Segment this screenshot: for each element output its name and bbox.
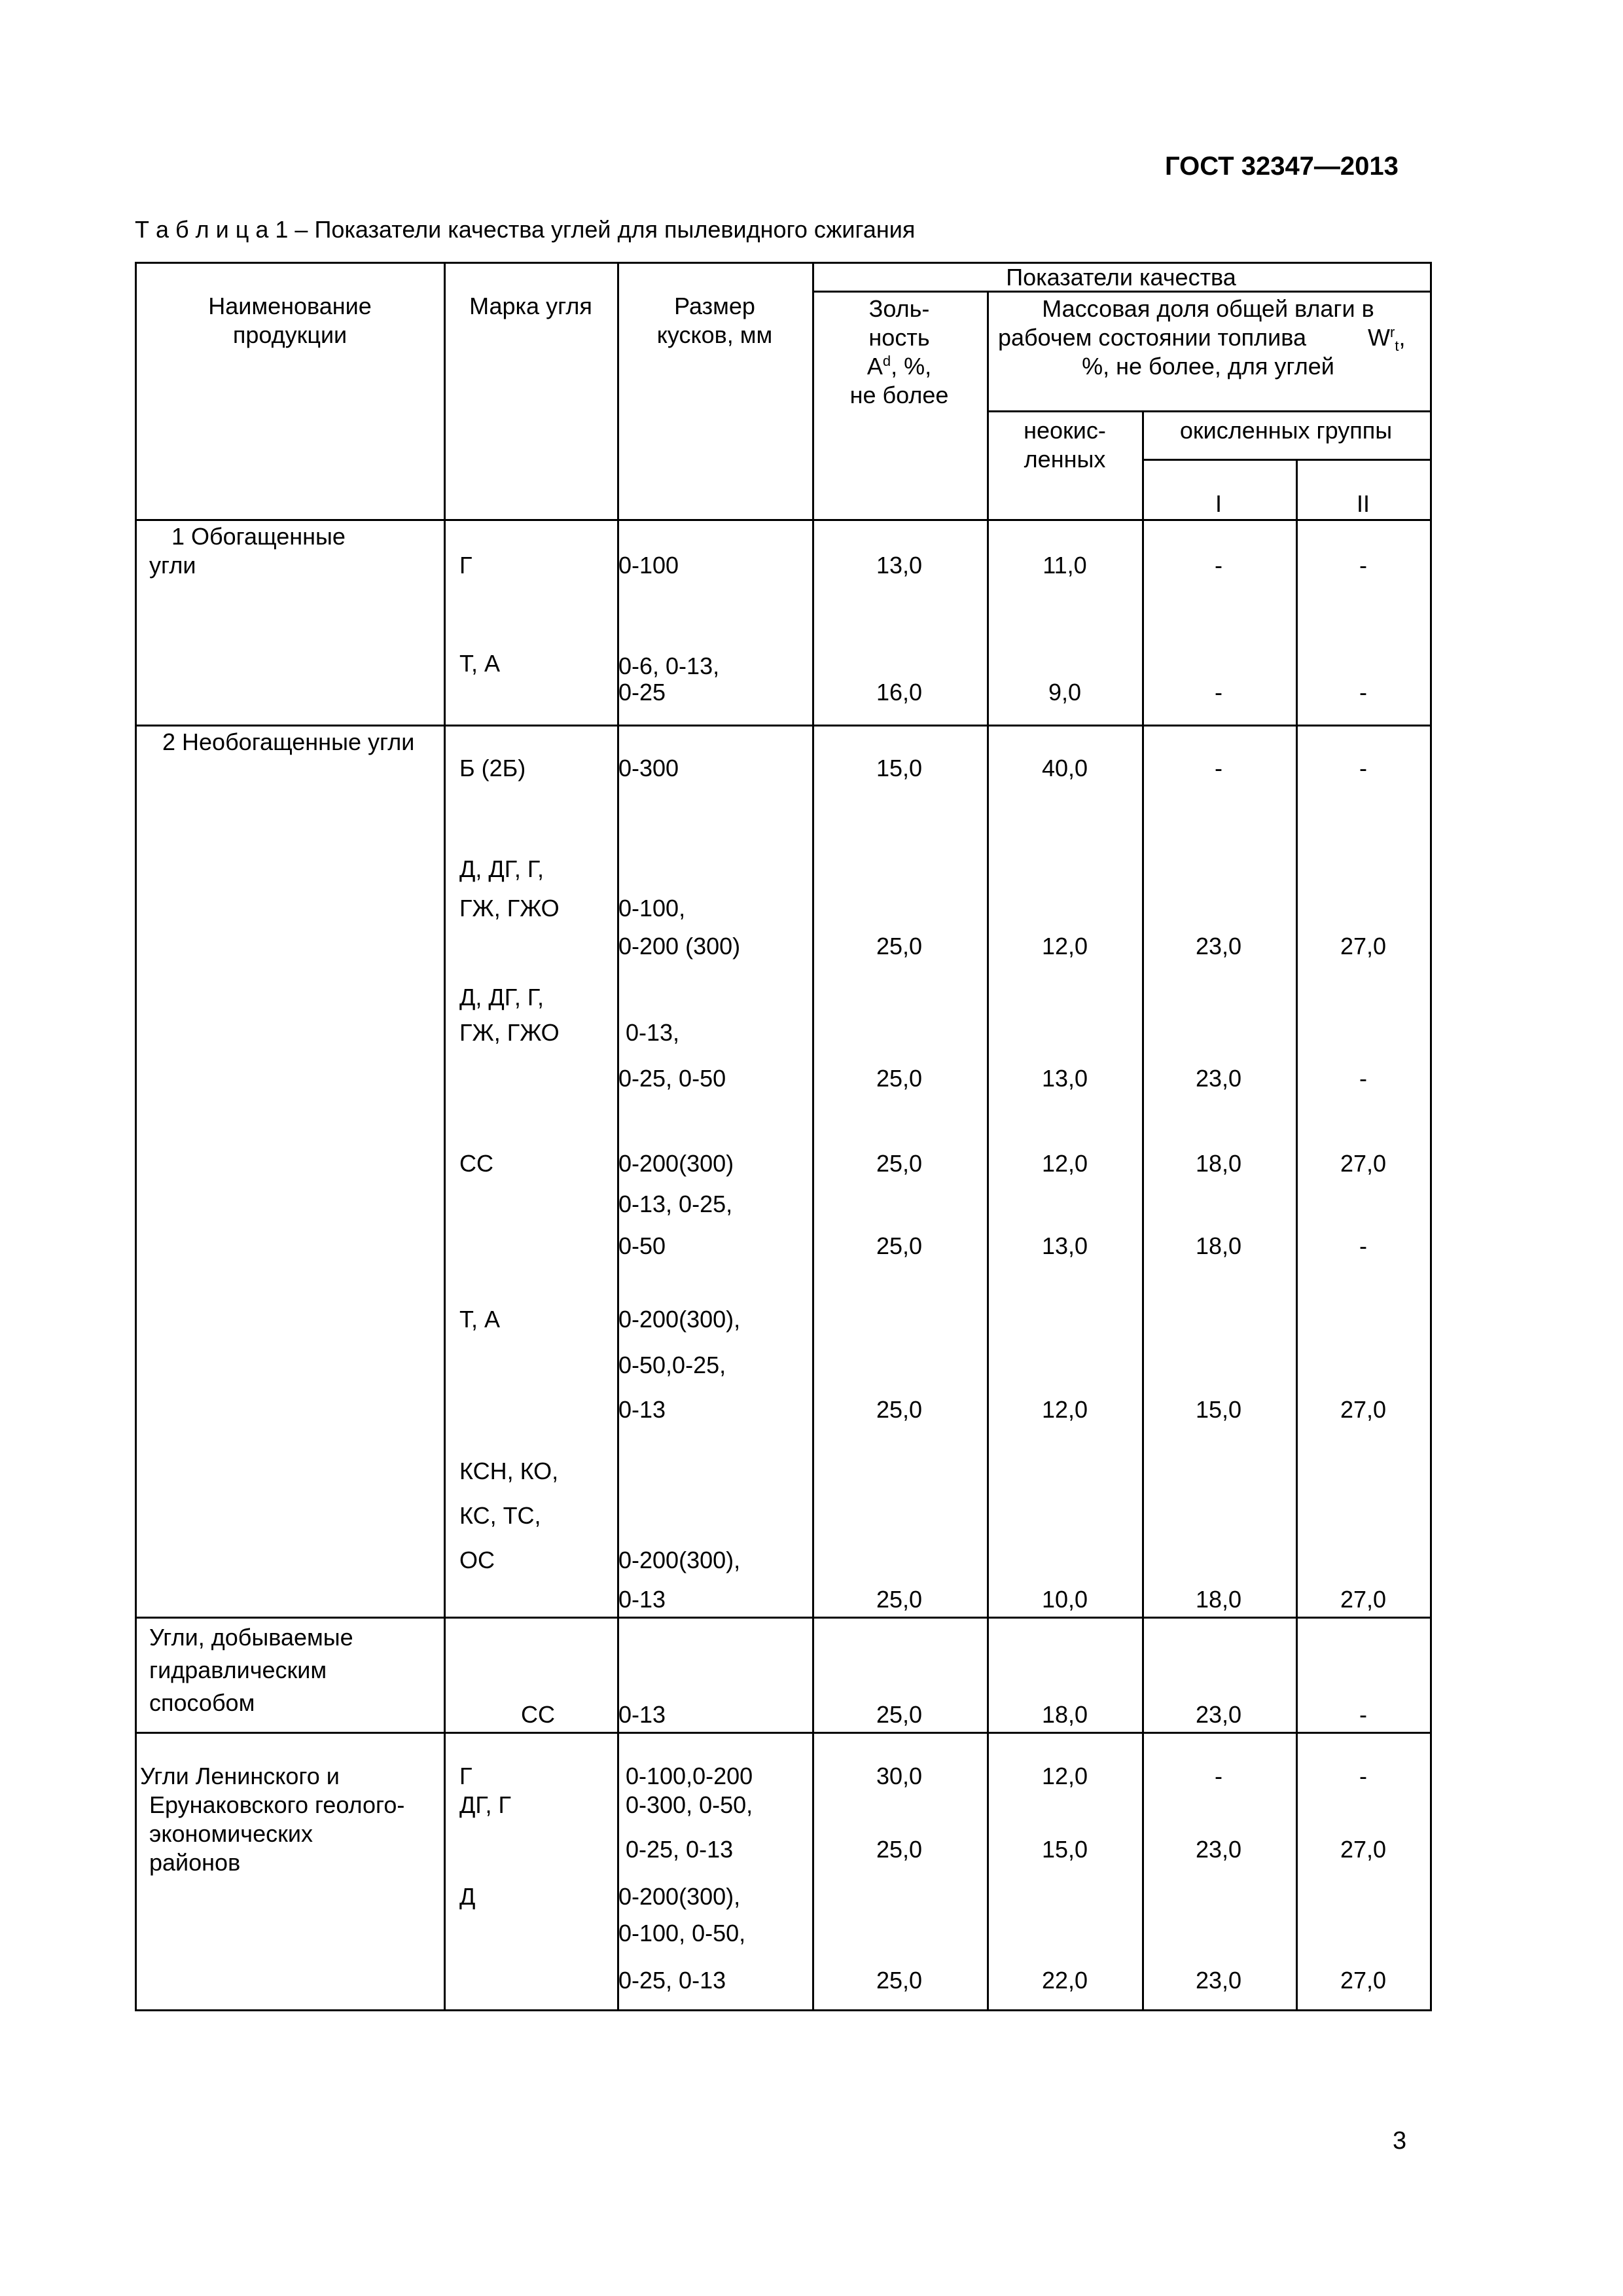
size-cell: 0-200(300),: [618, 1547, 741, 1573]
group2-cell: -: [1359, 1232, 1367, 1259]
size-cell: 0-50: [618, 1232, 666, 1259]
group1-cell: -: [1215, 679, 1222, 706]
nonoxidized-cell: 12,0: [1041, 1396, 1088, 1423]
size-cell: 0-300, 0-50,: [626, 1791, 753, 1818]
ash-cell: 25,0: [876, 1967, 923, 1994]
group2-cell: -: [1359, 1701, 1367, 1728]
col-ash-label-2: ность: [868, 324, 930, 351]
ash-cell: 25,0: [876, 1586, 923, 1613]
col-moisture-symbol: $W^r_t$,: [1368, 324, 1406, 355]
size-cell: 0-100: [618, 552, 679, 579]
size-cell: 0-25, 0-13: [626, 1836, 734, 1863]
size-cell: 0-200(300): [618, 1150, 734, 1177]
nonoxidized-cell: 11,0: [1043, 552, 1087, 579]
grade-cell: КСН, КО,: [459, 1458, 559, 1484]
size-cell: 0-200(300),: [618, 1306, 741, 1333]
ash-cell: 25,0: [876, 1701, 923, 1728]
col-size-label-1: Размер: [674, 293, 755, 319]
group2-cell: 27,0: [1340, 1150, 1387, 1177]
nonoxidized-cell: 9,0: [1048, 679, 1082, 706]
section-label: Угли Ленинского и: [140, 1763, 340, 1789]
size-cell: 0-25, 0-50: [618, 1065, 726, 1092]
group2-cell: -: [1359, 755, 1367, 781]
group1-cell: -: [1215, 1763, 1222, 1789]
col-moisture-label-2: рабочем состоянии топлива: [998, 324, 1307, 351]
ash-cell: 25,0: [876, 1836, 923, 1863]
grade-cell: Д: [459, 1883, 476, 1910]
size-cell: 0-200(300),: [618, 1883, 741, 1910]
grade-cell: Д, ДГ, Г,: [459, 984, 544, 1011]
grade-cell: ГЖ, ГЖО: [459, 895, 560, 922]
group2-cell: 27,0: [1340, 1586, 1387, 1613]
col-ash-label-4: не более: [849, 382, 949, 408]
nonoxidized-cell: 15,0: [1041, 1836, 1088, 1863]
nonoxidized-cell: 22,0: [1041, 1967, 1088, 1994]
group1-cell: 23,0: [1195, 1967, 1242, 1994]
group1-cell: 23,0: [1195, 1065, 1242, 1092]
size-cell: 0-13: [618, 1586, 666, 1613]
ash-cell: 13,0: [876, 552, 923, 579]
size-cell: 0-25, 0-13: [618, 1967, 726, 1994]
section-label: Угли, добываемые: [149, 1624, 353, 1651]
nonoxidized-cell: 12,0: [1041, 1763, 1088, 1789]
group2-cell: -: [1359, 679, 1367, 706]
col-group-1-label: I: [1215, 490, 1222, 517]
grade-cell: ОС: [459, 1547, 495, 1573]
col-moisture-label-1: Массовая доля общей влаги в: [1042, 295, 1374, 322]
section-label: районов: [149, 1849, 241, 1876]
section-label: угли: [149, 552, 196, 579]
group2-cell: -: [1359, 1763, 1367, 1789]
group1-cell: -: [1215, 755, 1222, 781]
nonoxidized-cell: 40,0: [1041, 755, 1088, 781]
col-quality-label: Показатели качества: [1006, 264, 1236, 291]
size-cell: 0-300: [618, 755, 679, 781]
col-ash-label-3: $A^d$, %,: [866, 353, 932, 380]
group1-cell: 18,0: [1195, 1150, 1242, 1177]
ash-cell: 25,0: [876, 1065, 923, 1092]
section-label: экономических: [149, 1820, 313, 1847]
group1-cell: 23,0: [1195, 933, 1242, 960]
size-cell: 0-13,: [626, 1019, 680, 1046]
ash-cell: 25,0: [876, 1232, 923, 1259]
size-cell: 0-13: [618, 1701, 666, 1728]
col-nonoxidized-label-1: неокис-: [1024, 417, 1106, 444]
group1-cell: 15,0: [1195, 1396, 1242, 1423]
size-cell: 0-25: [618, 679, 666, 706]
nonoxidized-cell: 13,0: [1041, 1065, 1088, 1092]
size-cell: 0-6, 0-13,: [618, 653, 720, 679]
ash-cell: 30,0: [876, 1763, 923, 1789]
group2-cell: -: [1359, 1065, 1367, 1092]
size-cell: 0-50,0-25,: [618, 1352, 726, 1378]
group1-cell: 23,0: [1195, 1836, 1242, 1863]
col-moisture-label-3: %, не более, для углей: [1082, 353, 1334, 380]
col-nonoxidized-label-2: ленных: [1024, 446, 1106, 473]
size-cell: 0-13, 0-25,: [618, 1191, 733, 1217]
grade-cell: Б (2Б): [459, 755, 526, 781]
col-size-label-2: кусков, мм: [656, 321, 773, 348]
section-label: гидравлическим: [149, 1657, 327, 1683]
col-oxidized-groups-label: окисленных группы: [1179, 417, 1393, 444]
ash-cell: 25,0: [876, 1396, 923, 1423]
grade-cell: ДГ, Г: [459, 1791, 511, 1818]
table-caption: Т а б л и ц а 1 – Показатели качества углей для пылевидного сжигания: [135, 216, 916, 243]
section-label: 2 Необогащенные угли: [162, 728, 415, 755]
grade-cell: СС: [459, 1150, 493, 1177]
section-label: Ерунаковского геолого-: [149, 1791, 405, 1818]
group2-cell: -: [1359, 552, 1367, 579]
page-number: 3: [1393, 2127, 1407, 2155]
col-grade-label: Марка угля: [469, 293, 592, 319]
grade-cell: Т, А: [459, 1306, 501, 1333]
col-group-2-label: II: [1356, 490, 1370, 517]
col-product-label-1: Наименование: [208, 293, 372, 319]
group1-cell: -: [1215, 552, 1222, 579]
nonoxidized-cell: 12,0: [1041, 1150, 1088, 1177]
section-label: способом: [149, 1689, 255, 1716]
nonoxidized-cell: 18,0: [1041, 1701, 1088, 1728]
grade-cell: Г: [459, 1763, 473, 1789]
ash-cell: 25,0: [876, 933, 923, 960]
group2-cell: 27,0: [1340, 933, 1387, 960]
grade-cell: СС: [521, 1701, 555, 1728]
grade-cell: Т, А: [459, 650, 501, 677]
group1-cell: 18,0: [1195, 1232, 1242, 1259]
grade-cell: Д, ДГ, Г,: [459, 855, 544, 882]
ash-cell: 25,0: [876, 1150, 923, 1177]
grade-cell: Г: [459, 552, 473, 579]
group1-cell: 18,0: [1195, 1586, 1242, 1613]
size-cell: 0-100,: [618, 895, 686, 922]
group2-cell: 27,0: [1340, 1396, 1387, 1423]
grade-cell: КС, ТС,: [459, 1502, 541, 1529]
group1-cell: 23,0: [1195, 1701, 1242, 1728]
nonoxidized-cell: 12,0: [1041, 933, 1088, 960]
document-id: ГОСТ 32347—2013: [1165, 152, 1399, 181]
nonoxidized-cell: 10,0: [1041, 1586, 1088, 1613]
size-cell: 0-100,0-200: [626, 1763, 753, 1789]
group2-cell: 27,0: [1340, 1836, 1387, 1863]
col-ash-label-1: Золь-: [868, 295, 930, 322]
size-cell: 0-100, 0-50,: [618, 1920, 746, 1946]
size-cell: 0-200 (300): [618, 933, 741, 960]
ash-cell: 15,0: [876, 755, 923, 781]
size-cell: 0-13: [618, 1396, 666, 1423]
nonoxidized-cell: 13,0: [1041, 1232, 1088, 1259]
section-label: 1 Обогащенные: [171, 523, 346, 550]
ash-cell: 16,0: [876, 679, 923, 706]
col-product-label-2: продукции: [232, 321, 348, 348]
grade-cell: ГЖ, ГЖО: [459, 1019, 560, 1046]
group2-cell: 27,0: [1340, 1967, 1387, 1994]
